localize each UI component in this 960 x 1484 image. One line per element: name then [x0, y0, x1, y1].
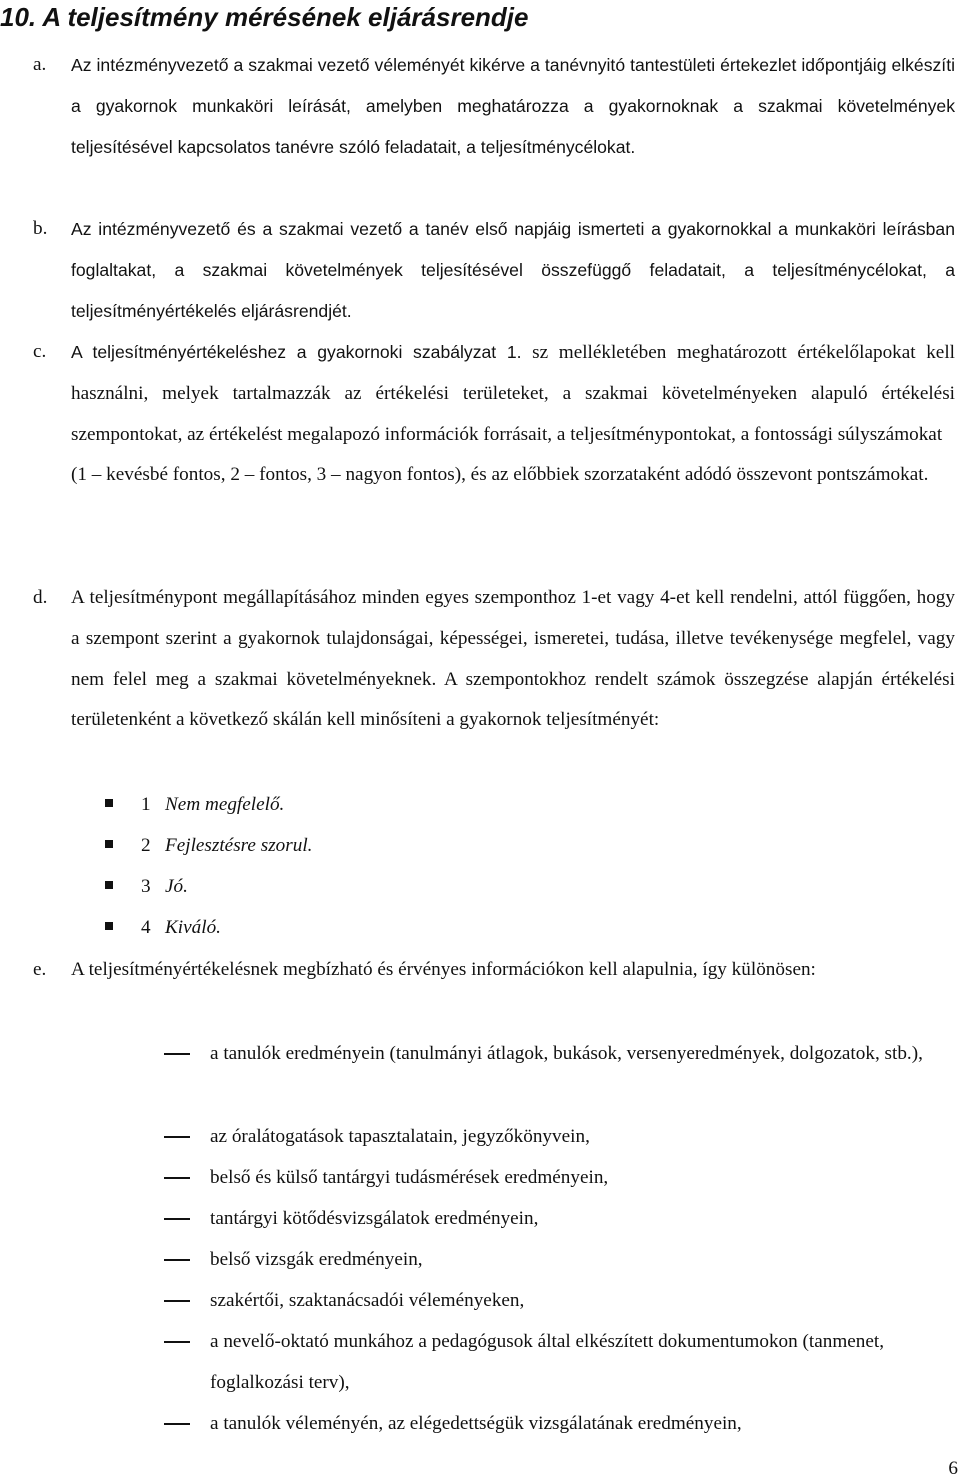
source-text: belső és külső tantárgyi tudásmérések eredményein,: [210, 1167, 609, 1188]
dash-bullet-icon: [164, 1423, 190, 1425]
source-text: belső vizsgák eredményein,: [210, 1249, 423, 1270]
square-bullet-icon: [105, 922, 113, 930]
source-text: szakértői, szaktanácsadói véleményeken,: [210, 1290, 525, 1311]
source-item: [164, 1403, 934, 1444]
item-text: Az intézményvezető a szakmai vezető véleményét kikérve a tanévnyitó tantestületi értekezlet időpontjáig elkészíti a gyakornok munkaköri leírását, amelyben meghatározza a gyakornoknak a szakmai követelmények teljesítésével kapcsolatos tanévre szóló feladatait, a teljesítménycélokat.: [71, 55, 955, 157]
source-item: [164, 1157, 934, 1198]
dash-bullet-icon: [164, 1300, 190, 1302]
square-bullet-icon: [105, 881, 113, 889]
dash-bullet-icon: [164, 1053, 190, 1055]
item-text: Az intézményvezető és a szakmai vezető a tanév első napjáig ismerteti a gyakornokkal a munkaköri leírásban foglaltakat, a szakmai követelmények teljesítésével összefüggő feladatait, a teljesítménycélokat, a teljesítményértékelés eljárásrendjét.: [71, 219, 955, 321]
scale-number: 2: [141, 835, 151, 856]
scale-label: Fejlesztésre szorul.: [165, 835, 313, 856]
page-number: 6: [948, 1458, 958, 1479]
square-bullet-icon: [105, 840, 113, 848]
list-item-e: [33, 950, 955, 991]
source-text: a tanulók eredményein (tanulmányi átlagok, bukások, versenyeredmények, dolgozatok, stb.),: [210, 1043, 923, 1064]
scale-number: 4: [141, 917, 151, 938]
source-text: tantárgyi kötődésvizsgálatok eredményein,: [210, 1208, 539, 1229]
scale-number: 1: [141, 794, 151, 815]
item-text: sz mellékletében meghatározott értékelőlapokat kell használni, melyek tartalmazzák az értékelési területeket, a szakmai követelményeken alapuló értékelési szempontokat, az értékelést megalapozó információk forrásait, a teljesítménypontokat, a fontossági súlyszámokat: [71, 342, 955, 445]
list-item-b: [33, 209, 955, 331]
source-item: [164, 1116, 934, 1157]
scale-label: Kiváló.: [165, 917, 221, 938]
list-item-a: [33, 45, 955, 167]
dash-bullet-icon: [164, 1341, 190, 1343]
source-item: [164, 1280, 934, 1321]
list-item-c: [33, 332, 955, 496]
dash-bullet-icon: [164, 1259, 190, 1261]
source-item: [164, 1239, 934, 1280]
source-text: a tanulók véleményén, az elégedettségük vizsgálatának eredményein,: [210, 1413, 742, 1434]
item-label: a.: [33, 54, 47, 75]
item-label: c.: [33, 341, 47, 362]
source-item: [164, 1321, 934, 1403]
dash-bullet-icon: [164, 1177, 190, 1179]
item-text: A teljesítményértékelésnek megbízható és érvényes információkon kell alapulnia, így különösen:: [71, 959, 816, 980]
item-label: b.: [33, 218, 48, 239]
item-label: d.: [33, 587, 48, 608]
list-item-d: [33, 578, 955, 741]
item-label: e.: [33, 959, 47, 980]
item-text: A teljesítménypont megállapításához minden egyes szemponthoz 1-et vagy 4-et kell rendelni, attól függően, hogy a szempont szerint a gyakornok tulajdonságai, képességei, ismeretei, tudása, illetve tevékenysége megfelel, vagy nem felel meg a szakmai követelményeknek. A szempontokhoz rendelt számok összegzése alapján értékelési területenként a következő skálán kell minősíteni a gyakornok teljesítményét:: [71, 587, 955, 731]
source-text: az óralátogatások tapasztalatain, jegyzőkönyvein,: [210, 1126, 590, 1147]
source-item: [164, 1033, 934, 1074]
scale-number: 3: [141, 876, 151, 897]
item-text-sans: A teljesítményértékeléshez a gyakornoki szabályzat 1.: [71, 342, 522, 362]
scale-label: Nem megfelelő.: [165, 794, 285, 815]
dash-bullet-icon: [164, 1136, 190, 1138]
source-item: [164, 1198, 934, 1239]
page-heading: 10. A teljesítmény mérésének eljárásrendje: [0, 2, 529, 32]
scale-label: Jó.: [165, 876, 188, 897]
dash-bullet-icon: [164, 1218, 190, 1220]
item-text-weights: (1 – kevésbé fontos, 2 – fontos, 3 – nagyon fontos), és az előbbiek szorzataként adódó összevont pontszámokat.: [71, 464, 929, 486]
square-bullet-icon: [105, 799, 113, 807]
source-text: a nevelő-oktató munkához a pedagógusok által elkészített dokumentumokon (tanmenet, foglalkozási terv),: [210, 1331, 885, 1393]
